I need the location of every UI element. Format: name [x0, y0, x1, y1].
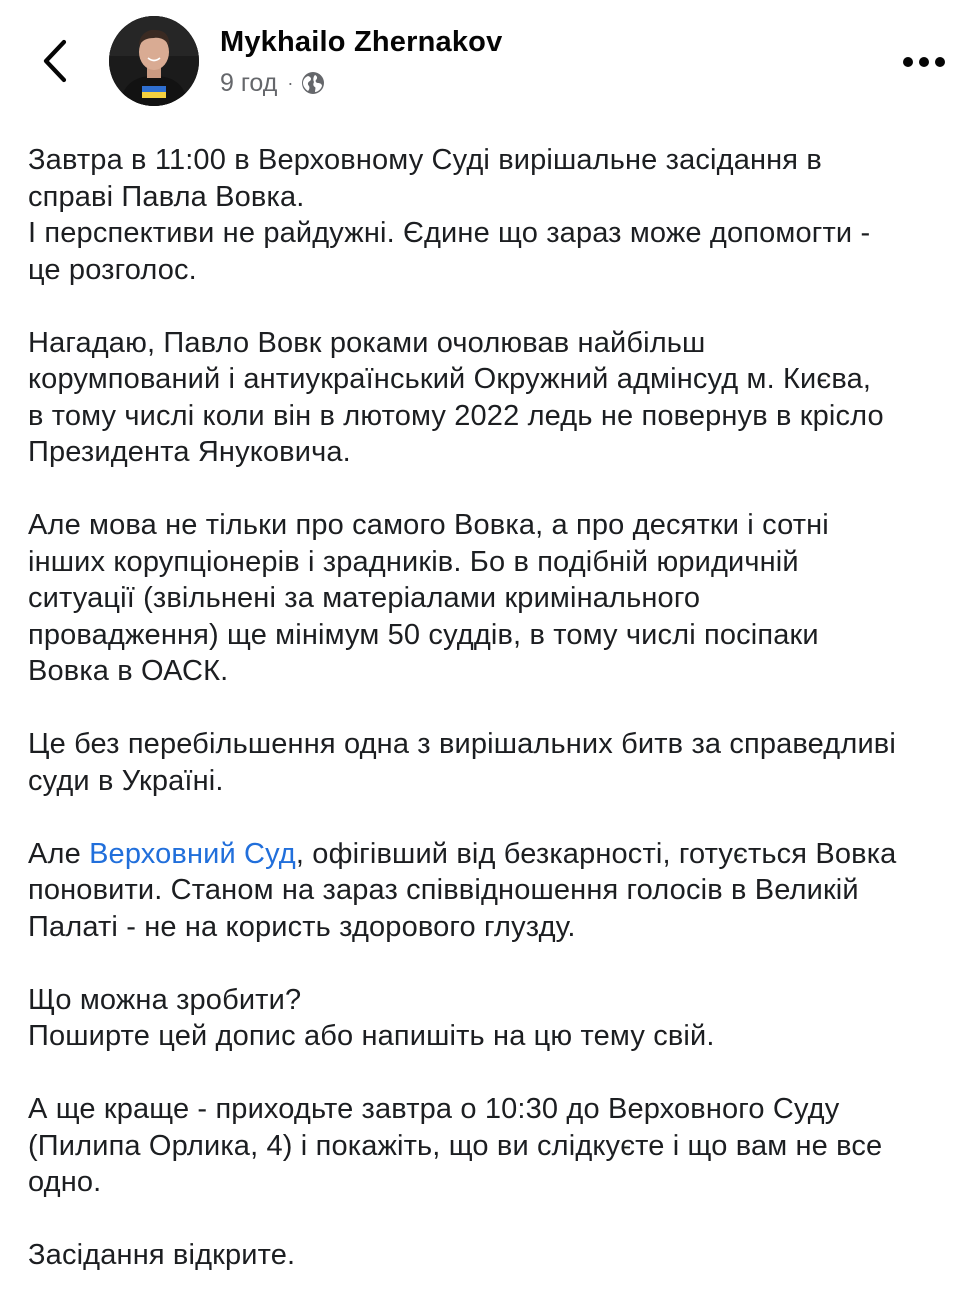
text-line: І перспективи не райдужні. Єдине що зараз може допомогти - — [28, 217, 871, 249]
supreme-court-link[interactable]: Верховний Суд — [89, 837, 296, 870]
text-line: корумпований і антиукраїнський Окружний адмінсуд м. Києва, — [28, 363, 872, 395]
back-button[interactable] — [30, 34, 80, 88]
text-line: Що можна зробити? — [28, 983, 302, 1016]
text-line: суди в Україні. — [28, 764, 224, 797]
text-line: Президента Януковича. — [28, 436, 351, 468]
post-paragraph — [28, 726, 958, 799]
text-segment: Але — [28, 837, 90, 870]
post-paragraph — [28, 1237, 958, 1274]
text-line: справі Павла Вовка. — [28, 180, 305, 213]
text-line: одно. — [28, 1166, 102, 1198]
text-line: провадження) ще мінімум 50 суддів, в тому числі посіпаки — [28, 618, 819, 651]
text-segment: , офігівший від безкарності, готується Вовка — [295, 837, 897, 870]
text-line: Завтра в 11:00 в Верховному Суді вирішальне засідання в — [28, 144, 822, 176]
text-line: А ще краще - приходьте завтра о 10:30 до Верховного Суду — [28, 1093, 840, 1125]
text-line: (Пилипа Орлика, 4) і покажіть, що ви слідкуєте і що вам не все — [28, 1129, 883, 1162]
text-line: Але мова не тільки про самого Вовка, а про десятки і сотні — [28, 509, 829, 541]
text-line: в тому числі коли він в лютому 2022 ледь не повернув в крісло — [28, 399, 884, 432]
post-paragraph — [28, 142, 958, 288]
text-line: Це без перебільшення одна з вирішальних битв за справедливі — [28, 728, 896, 760]
post-meta — [220, 66, 325, 100]
chevron-left-icon — [42, 39, 68, 83]
post-paragraph — [28, 325, 958, 471]
text-line: Вовка в ОАСК. — [28, 655, 229, 687]
text-line: Засідання відкрите. — [28, 1239, 296, 1271]
post-header — [0, 0, 978, 120]
post-text — [28, 142, 958, 1310]
post-paragraph — [28, 836, 958, 946]
post-paragraph — [28, 982, 958, 1055]
avatar[interactable] — [109, 16, 199, 106]
post-time[interactable]: 9 год — [220, 68, 278, 97]
text-line — [28, 836, 958, 873]
post-paragraph — [28, 1091, 958, 1201]
text-line: інших корупціонерів і зрадників. Бо в подібній юридичній — [28, 545, 799, 578]
profile-photo — [109, 16, 199, 106]
author-name[interactable]: Mykhailo Zhernakov — [220, 26, 503, 58]
more-horizontal-icon — [902, 56, 946, 68]
text-line: поновити. Станом на зараз співвідношення голосів в Великій — [28, 874, 859, 906]
post-paragraph — [28, 507, 958, 690]
text-line: ситуації (звільнені за матеріалами кримінального — [28, 582, 701, 614]
globe-icon[interactable] — [301, 71, 325, 95]
meta-separator: · — [287, 72, 294, 93]
text-line: це розголос. — [28, 253, 197, 286]
text-line: Поширте цей допис або напишіть на цю тему свій. — [28, 1020, 715, 1052]
more-options-button[interactable] — [896, 44, 952, 80]
text-line: Палаті - не на користь здорового глузду. — [28, 910, 576, 943]
text-line: Нагадаю, Павло Вовк роками очолював найбільш — [28, 326, 706, 359]
